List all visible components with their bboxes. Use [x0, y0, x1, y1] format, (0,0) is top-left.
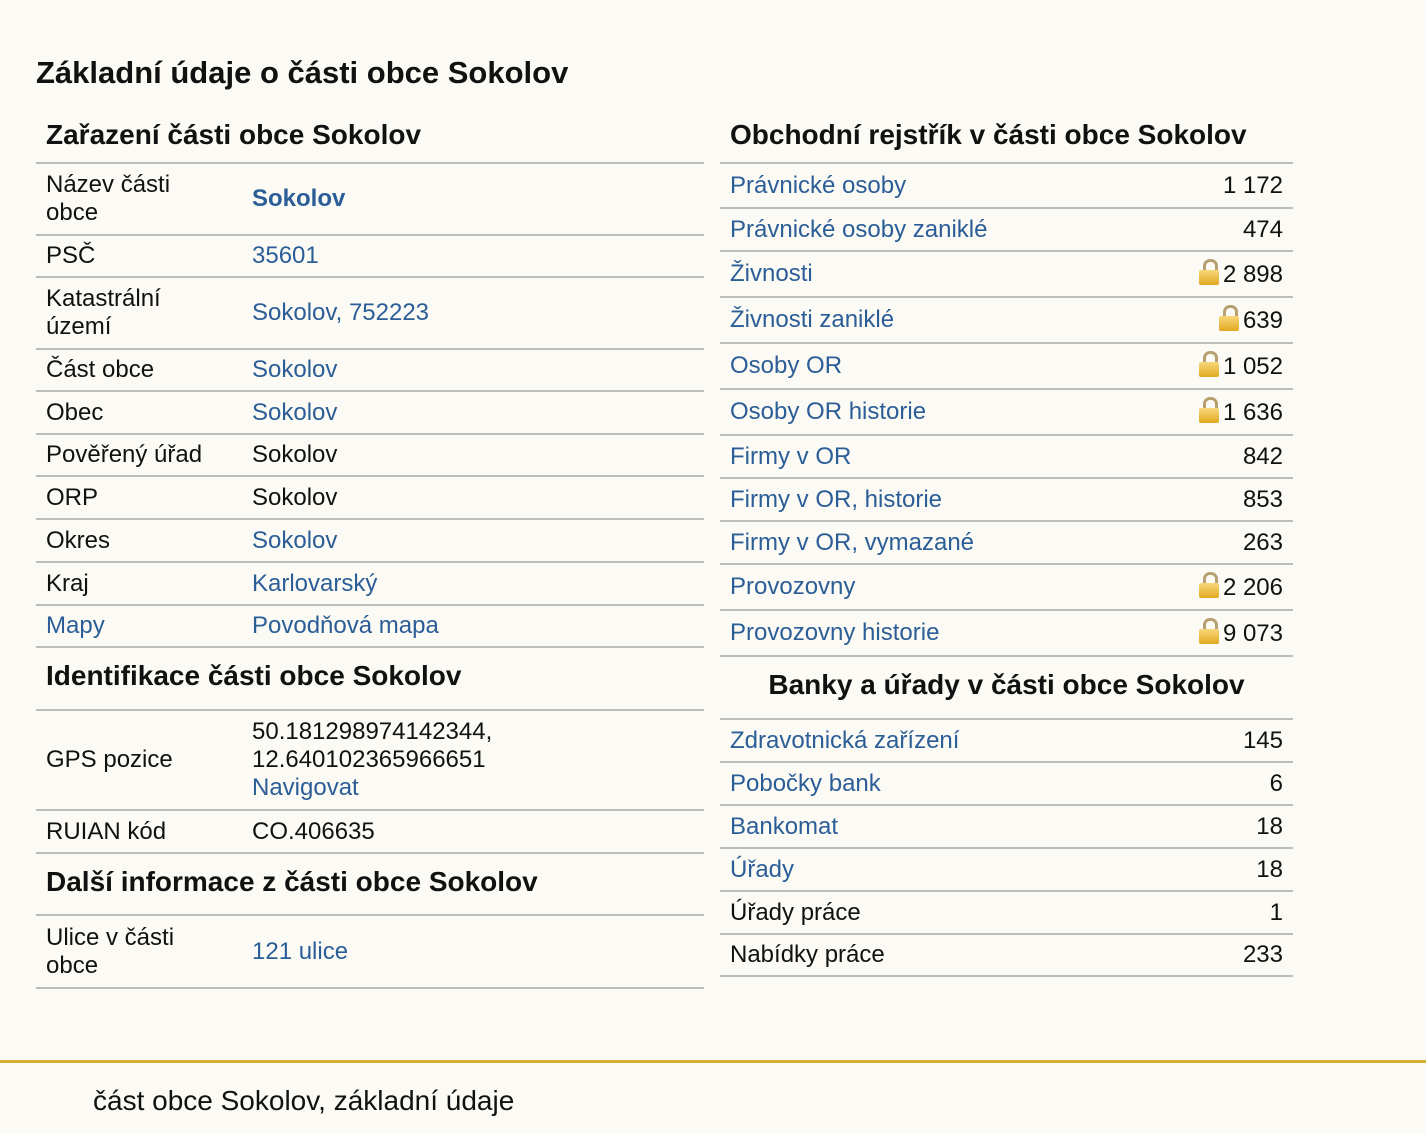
count-value: 1 052: [1222, 353, 1283, 380]
count-value: 842: [1137, 435, 1293, 478]
table-row: [36, 164, 704, 235]
count-value: 6: [1182, 762, 1293, 805]
table-row: [720, 762, 1293, 805]
zarazeni-table: [36, 164, 704, 648]
table-row: [36, 519, 704, 562]
count-value: 1: [1182, 891, 1293, 934]
identifikace-table: [36, 711, 704, 854]
row-label: Nabídky práce: [720, 934, 1182, 976]
count-value: 2 898: [1222, 261, 1283, 288]
count-value: 18: [1182, 848, 1293, 891]
katastr-link[interactable]: Sokolov, 752223: [252, 299, 430, 326]
table-row: [720, 435, 1293, 478]
obchodni-link[interactable]: Osoby OR: [730, 352, 843, 379]
banky-heading: Banky a úřady v části obce Sokolov: [720, 657, 1293, 720]
table-row: [720, 891, 1293, 934]
streets-link[interactable]: 121 ulice: [252, 937, 349, 965]
page-title: Základní údaje o části obce Sokolov: [36, 55, 569, 90]
obchodni-table: [720, 164, 1293, 657]
padlock-icon: [1199, 618, 1219, 644]
povodnova-mapa-link[interactable]: Povodňová mapa: [252, 612, 439, 639]
row-value: Sokolov: [232, 434, 704, 476]
table-row: [720, 720, 1293, 762]
table-row: [36, 562, 704, 605]
table-row: [36, 916, 704, 988]
row-label: Název části obce: [36, 164, 232, 235]
obchodni-link[interactable]: Firmy v OR, vymazané: [730, 528, 975, 556]
count-value: 18: [1182, 805, 1293, 848]
table-row: [36, 605, 704, 647]
padlock-icon: [1219, 305, 1239, 331]
row-label: Okres: [36, 519, 232, 562]
row-label: Obec: [36, 391, 232, 434]
table-row: [36, 235, 704, 277]
padlock-icon: [1199, 351, 1219, 377]
count-value: 1 172: [1137, 164, 1293, 208]
table-row: [720, 478, 1293, 521]
zarazeni-heading: Zařazení části obce Sokolov: [36, 108, 704, 164]
table-row: [36, 476, 704, 519]
table-row: [720, 164, 1293, 208]
count-value: 233: [1182, 934, 1293, 976]
dalsi-table: [36, 916, 704, 989]
cast-obce-link[interactable]: Sokolov: [252, 356, 338, 383]
navigate-link[interactable]: Navigovat: [252, 774, 359, 801]
mapy-link[interactable]: Mapy: [46, 612, 105, 639]
table-row: [36, 711, 704, 810]
table-row: [36, 434, 704, 476]
row-label: Kraj: [36, 562, 232, 605]
row-label: GPS pozice: [36, 711, 232, 810]
count-value: 853: [1137, 478, 1293, 521]
obchodni-link[interactable]: Živnosti: [730, 260, 813, 287]
table-row: [720, 564, 1293, 610]
gps-latitude: 50.181298974142344,: [252, 718, 493, 745]
row-label: Katastrální území: [36, 277, 232, 349]
table-row: [720, 251, 1293, 297]
table-row: [36, 277, 704, 349]
obchodni-heading: Obchodní rejstřík v části obce Sokolov: [720, 108, 1293, 164]
obchodni-link[interactable]: Právnické osoby zaniklé: [730, 215, 988, 243]
dalsi-heading: Další informace z části obce Sokolov: [36, 854, 704, 916]
count-value: 2 206: [1222, 574, 1283, 601]
table-row: [720, 297, 1293, 343]
obchodni-link[interactable]: Osoby OR historie: [730, 398, 927, 425]
psc-link[interactable]: 35601: [252, 242, 319, 269]
table-row: [720, 343, 1293, 389]
banky-link[interactable]: Pobočky bank: [730, 769, 881, 797]
row-label: RUIAN kód: [36, 810, 232, 853]
count-value: 639: [1242, 307, 1283, 334]
obchodni-link[interactable]: Provozovny: [730, 573, 856, 600]
padlock-icon: [1199, 259, 1219, 285]
table-row: [36, 810, 704, 853]
obchodni-link[interactable]: Živnosti zaniklé: [730, 306, 895, 333]
count-value: 9 073: [1222, 620, 1283, 647]
obchodni-link[interactable]: Firmy v OR, historie: [730, 485, 943, 513]
padlock-icon: [1199, 397, 1219, 423]
table-row: [720, 848, 1293, 891]
row-label: Pověřený úřad: [36, 434, 232, 476]
obchodni-link[interactable]: Právnické osoby: [730, 171, 907, 199]
table-row: [36, 349, 704, 391]
kraj-link[interactable]: Karlovarský: [252, 569, 378, 597]
left-column: [36, 108, 704, 989]
banky-table: [720, 720, 1293, 977]
count-value: 474: [1137, 208, 1293, 251]
nazev-link[interactable]: Sokolov: [252, 185, 346, 212]
banky-link[interactable]: Zdravotnická zařízení: [730, 726, 960, 754]
obchodni-link[interactable]: Provozovny historie: [730, 619, 940, 646]
count-value: 145: [1182, 720, 1293, 762]
identifikace-heading: Identifikace části obce Sokolov: [36, 648, 704, 711]
row-label: ORP: [36, 476, 232, 519]
table-row: [720, 610, 1293, 656]
table-row: [720, 389, 1293, 435]
right-column: [720, 108, 1293, 977]
count-value: 1 636: [1222, 399, 1283, 426]
obchodni-link[interactable]: Firmy v OR: [730, 442, 852, 470]
table-row: [720, 521, 1293, 564]
padlock-icon: [1199, 572, 1219, 598]
okres-link[interactable]: Sokolov: [252, 526, 338, 554]
gps-longitude: 12.640102365966651: [252, 746, 486, 773]
table-row: [720, 208, 1293, 251]
table-row: [720, 805, 1293, 848]
footer-text: část obce Sokolov, základní údaje: [93, 1085, 515, 1116]
count-value: 263: [1137, 521, 1293, 564]
row-value: Sokolov: [232, 476, 704, 519]
row-label: Úřady práce: [720, 891, 1182, 934]
table-row: [720, 934, 1293, 976]
obec-link[interactable]: Sokolov: [252, 398, 338, 426]
row-label: PSČ: [36, 235, 232, 277]
row-label: Ulice v části obce: [36, 916, 232, 988]
footer-divider: [0, 1060, 1426, 1063]
row-label: Část obce: [36, 349, 232, 391]
banky-link[interactable]: Bankomat: [730, 812, 839, 840]
banky-link[interactable]: Úřady: [730, 855, 795, 883]
table-row: [36, 391, 704, 434]
ruian-value: CO.406635: [232, 810, 704, 853]
